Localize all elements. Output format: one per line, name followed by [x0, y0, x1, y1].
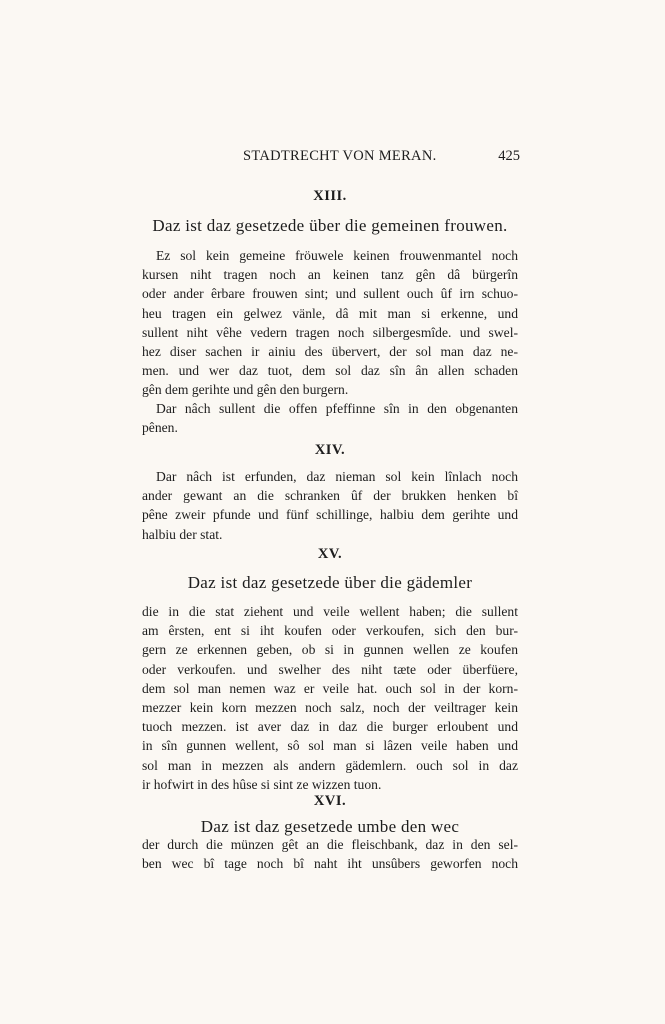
- section-number-xiv: XIV.: [314, 442, 346, 458]
- text-line: kursen niht tragen noch an keinen tanz gên dâ bürgerîn: [142, 267, 518, 283]
- section-number-xv: XV.: [317, 546, 343, 562]
- text-line: die in die stat ziehent und veile wellent haben; die sullent: [142, 604, 518, 619]
- text-line: Ez sol kein gemeine fröuwele keinen frouwenmantel noch: [156, 248, 518, 263]
- paragraph-xiii-2: [142, 399, 518, 437]
- text-line: halbiu der stat.: [142, 526, 223, 542]
- running-title: STADTRECHT VON MERAN.: [243, 148, 437, 164]
- section-title-xvi: Daz ist daz gesetzede umbe den wec: [200, 817, 460, 836]
- section-number-xiii: XIII.: [313, 188, 347, 204]
- paragraph-xiii-1: [142, 246, 518, 400]
- text-line: ben wec bî tage noch bî naht iht unsûbers geworfen noch: [142, 856, 518, 872]
- text-line: pênen.: [142, 420, 178, 436]
- text-line: dem sol man nemen waz er veile hat. ouch sol in der korn-: [142, 680, 518, 696]
- text-line: ir hofwirt in des hûse si sint ze wizzen tuon.: [142, 776, 382, 792]
- text-line: gern ze erkennen geben, ob si in gunnen wellen ze koufen: [142, 642, 518, 658]
- section-title-xiii: Daz ist daz gesetzede über die gemeinen frouwen.: [152, 216, 508, 235]
- text-line: Dar nâch sullent die offen pfeffinne sîn in den obgenanten: [156, 401, 518, 416]
- text-line: der durch die münzen gêt an die fleischbank, daz in den sel-: [142, 837, 518, 852]
- text-line: am êrsten, ent si iht koufen oder verkoufen, sich den bur-: [142, 623, 518, 639]
- text-line: oder verkoufen. und swelher des niht tæte oder überfüere,: [142, 661, 518, 677]
- paragraph-xiv-1: [142, 467, 518, 544]
- text-line: men. und wer daz tuot, dem sol daz sîn ân allen schaden: [142, 363, 518, 379]
- text-line: oder ander êrbare frouwen sint; und sullent ouch ûf irn schuo-: [142, 286, 518, 302]
- page-number: 425: [498, 148, 520, 164]
- section-title-xv: Daz ist daz gesetzede über die gädemler: [187, 573, 473, 592]
- text-line: in sîn gunnen wellent, sô sol man si lâzen veile haben und: [142, 738, 518, 754]
- text-line: sol man in mezzen als andern gädemlern. ouch sol in daz: [142, 757, 518, 773]
- text-line: pêne zweir pfunde und fünf schillinge, halbiu dem gerihte und: [142, 507, 518, 523]
- text-line: gên dem gerihte und gên den burgern.: [142, 382, 349, 398]
- text-line: sullent niht vêhe vedern tragen noch silbergesmîde. und swel-: [142, 324, 518, 340]
- text-line: Dar nâch ist erfunden, daz nieman sol kein lînlach noch: [156, 469, 518, 484]
- section-number-xvi: XVI.: [313, 793, 347, 809]
- page-header: [140, 148, 520, 168]
- text-line: heu tragen ein gelwez vänle, dâ mit man si erkenne, und: [142, 305, 518, 321]
- text-line: hez diser sachen ir ainiu des übervert, der sol man daz ne-: [142, 343, 518, 359]
- text-line: tuoch mezzen. ist aver daz in daz die burger erloubent und: [142, 719, 518, 735]
- paragraph-xvi-1: [142, 835, 518, 873]
- text-line: ander gewant an die schranken ûf der brukken henken bî: [142, 488, 518, 504]
- paragraph-xv-1: [142, 602, 518, 794]
- text-line: mezzer kein korn mezzen noch salz, noch der veiltrager kein: [142, 699, 518, 715]
